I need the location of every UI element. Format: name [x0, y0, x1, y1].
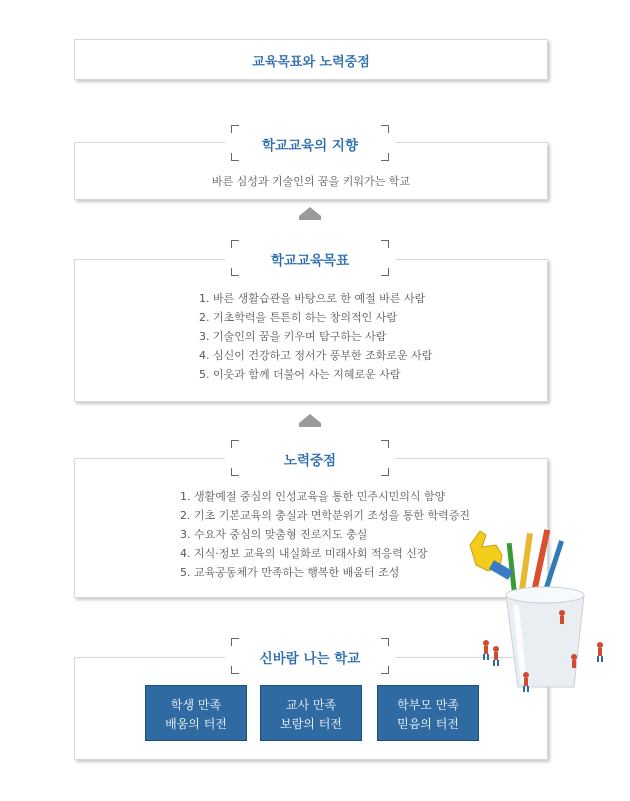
list-item: 4. 지식·정보 교육의 내실화로 미래사회 적응력 신장	[180, 547, 428, 560]
up-arrow-base	[299, 423, 321, 427]
student-satisfaction-button[interactable]	[145, 685, 247, 741]
button-line: 학생 만족	[170, 698, 222, 712]
parent-satisfaction-button[interactable]	[377, 685, 479, 741]
list-item: 1. 생활예절 중심의 인성교육을 통한 민주시민의식 함양	[180, 490, 446, 503]
list-item: 3. 수요자 중심의 맞춤형 진로지도 충실	[180, 528, 368, 541]
focus-title-frame	[225, 440, 395, 476]
up-arrow-base	[299, 216, 321, 220]
goals-title: 학교교육목표	[270, 253, 350, 269]
focus-title: 노력중점	[283, 453, 337, 469]
list-item: 5. 이웃과 함께 더불어 사는 지혜로운 사람	[199, 368, 401, 381]
list-item: 1. 바른 생활습관을 바탕으로 한 예절 바른 사람	[199, 292, 426, 305]
up-arrow-icon	[299, 207, 321, 216]
goals-box	[74, 259, 548, 402]
button-line: 믿음의 터전	[397, 717, 459, 731]
school-title: 신바람 나는 학교	[259, 651, 361, 667]
pencil-cup-illustration	[466, 525, 616, 695]
teacher-satisfaction-button[interactable]	[260, 685, 362, 741]
goals-list	[199, 289, 432, 384]
direction-title: 학교교육의 지향	[262, 138, 358, 154]
direction-body: 바른 심성과 기술인의 꿈을 키워가는 학교	[211, 175, 411, 188]
focus-list	[180, 487, 470, 582]
button-line: 보람의 터전	[280, 717, 342, 731]
list-item: 2. 기초 기본교육의 충실과 면학분위기 조성을 통한 학력증진	[180, 509, 470, 522]
page-title: 교육목표와 노력중점	[252, 55, 370, 70]
button-line: 배움의 터전	[165, 717, 227, 731]
goals-title-frame	[225, 240, 395, 276]
list-item: 5. 교육공동체가 만족하는 행복한 배움터 조성	[180, 566, 400, 579]
direction-title-frame	[225, 125, 395, 161]
header-box	[74, 39, 548, 80]
list-item: 2. 기초학력을 튼튼히 하는 창의적인 사람	[199, 311, 397, 324]
up-arrow-icon	[299, 414, 321, 423]
button-line: 교사 만족	[285, 698, 337, 712]
button-line: 학부모 만족	[397, 698, 459, 712]
school-title-frame	[225, 638, 395, 674]
list-item: 3. 기술인의 꿈을 키우며 탐구하는 사람	[199, 330, 387, 343]
list-item: 4. 심신이 건강하고 정서가 풍부한 조화로운 사람	[199, 349, 433, 362]
